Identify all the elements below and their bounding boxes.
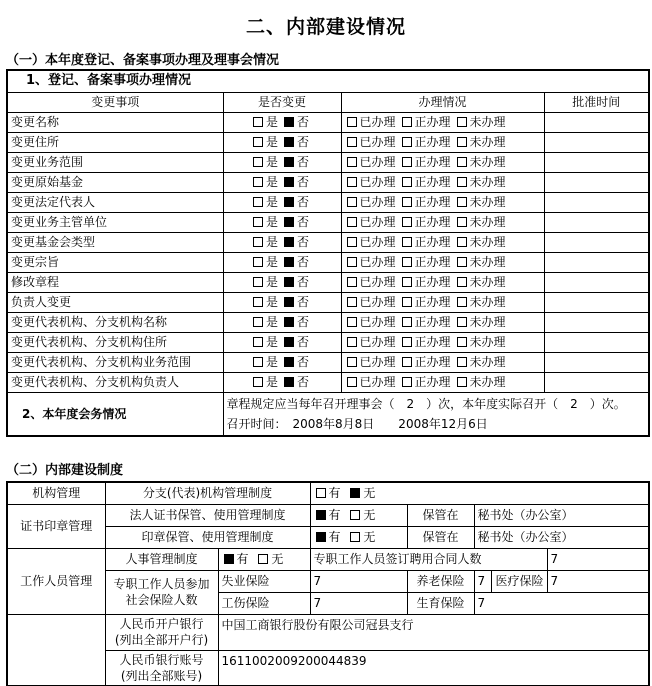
status-option[interactable]: 未办理: [455, 175, 506, 189]
checkbox-icon[interactable]: [402, 277, 412, 287]
change-item: 变更代表机构、分支机构名称: [7, 312, 223, 332]
checkbox-icon[interactable]: [253, 357, 263, 367]
status-option[interactable]: 正办理: [400, 295, 451, 309]
approval-date: [544, 212, 649, 232]
checkbox-icon[interactable]: [284, 157, 294, 167]
org-mgmt-label: 机构管理: [7, 482, 105, 504]
changed-no-option[interactable]: 否: [282, 355, 309, 369]
status-option[interactable]: 正办理: [400, 255, 451, 269]
status-option[interactable]: 未办理: [455, 135, 506, 149]
table-row: [7, 212, 649, 232]
status-option[interactable]: 已办理: [345, 255, 396, 269]
approval-date: [544, 112, 649, 132]
checkbox-icon[interactable]: [258, 554, 268, 564]
checkbox-icon[interactable]: [457, 157, 467, 167]
checkbox-icon[interactable]: [347, 377, 357, 387]
changed-no-option[interactable]: 否: [282, 295, 309, 309]
checkbox-icon[interactable]: [224, 554, 234, 564]
org-mgmt-options: [310, 482, 649, 504]
table-row: [7, 312, 649, 332]
changed-options: [223, 152, 341, 172]
changed-options: [223, 272, 341, 292]
org-mgmt-item: 分支(代表)机构管理制度: [105, 482, 310, 504]
checkbox-icon[interactable]: [347, 137, 357, 147]
change-item: 变更业务主管单位: [7, 212, 223, 232]
hr-yes-option[interactable]: 有: [222, 552, 249, 566]
change-item: 变更名称: [7, 112, 223, 132]
checkbox-icon[interactable]: [402, 177, 412, 187]
changed-yes-option[interactable]: 是: [251, 275, 278, 289]
status-option[interactable]: 正办理: [400, 175, 451, 189]
status-options: [341, 252, 544, 272]
insurance-label: 专职工作人员参加社会保险人数: [105, 570, 218, 614]
checkbox-icon[interactable]: [347, 237, 357, 247]
change-item: 变更代表机构、分支机构负责人: [7, 372, 223, 392]
checkbox-icon[interactable]: [347, 117, 357, 127]
changed-yes-option[interactable]: 是: [251, 255, 278, 269]
checkbox-icon[interactable]: [402, 157, 412, 167]
table-row: [7, 372, 649, 392]
checkbox-icon[interactable]: [402, 377, 412, 387]
checkbox-icon[interactable]: [253, 257, 263, 267]
checkbox-icon[interactable]: [284, 357, 294, 367]
col-header-status: 办理情况: [341, 92, 544, 112]
status-option[interactable]: 未办理: [455, 355, 506, 369]
checkbox-icon[interactable]: [457, 137, 467, 147]
checkbox-icon[interactable]: [284, 257, 294, 267]
status-option[interactable]: 未办理: [455, 235, 506, 249]
change-item: 变更住所: [7, 132, 223, 152]
table-row: [7, 152, 649, 172]
approval-date: [544, 172, 649, 192]
changed-no-option[interactable]: 否: [282, 275, 309, 289]
checkbox-icon[interactable]: [253, 157, 263, 167]
hr-item: 人事管理制度: [105, 548, 218, 570]
status-options: [341, 312, 544, 332]
checkbox-icon[interactable]: [457, 117, 467, 127]
status-option[interactable]: 已办理: [345, 235, 396, 249]
checkbox-icon[interactable]: [402, 357, 412, 367]
section1-heading: （一）本年度登记、备案事项办理及理事会情况: [6, 53, 280, 68]
org-no-option[interactable]: 无: [348, 486, 375, 500]
approval-date: [544, 192, 649, 212]
changed-options: [223, 192, 341, 212]
col-header-item: 变更事项: [7, 92, 223, 112]
seal-item-1: 法人证书保管、使用管理制度: [105, 504, 310, 526]
checkbox-icon[interactable]: [457, 277, 467, 287]
changed-no-option[interactable]: 否: [282, 255, 309, 269]
page-title: 二、内部建设情况: [245, 16, 406, 38]
checkbox-icon[interactable]: [347, 177, 357, 187]
changed-options: [223, 252, 341, 272]
changed-yes-option[interactable]: 是: [251, 295, 278, 309]
insurance-pair-1: [474, 570, 547, 592]
checkbox-icon[interactable]: [347, 317, 357, 327]
checkbox-icon[interactable]: [402, 117, 412, 127]
status-options: [341, 112, 544, 132]
changed-no-option[interactable]: 否: [282, 155, 309, 169]
table-row: [7, 132, 649, 152]
status-option[interactable]: 已办理: [345, 275, 396, 289]
status-option[interactable]: 正办理: [400, 355, 451, 369]
checkbox-icon[interactable]: [402, 217, 412, 227]
approval-date: [544, 232, 649, 252]
status-options: [341, 152, 544, 172]
checkbox-icon[interactable]: [284, 377, 294, 387]
status-option[interactable]: 未办理: [455, 195, 506, 209]
checkbox-icon[interactable]: [402, 137, 412, 147]
insurance-name-4: 生育保险: [407, 592, 474, 614]
checkbox-icon[interactable]: [284, 337, 294, 347]
seal1-yes-option[interactable]: 有: [314, 508, 341, 522]
checkbox-icon[interactable]: [253, 137, 263, 147]
insurance-name-2: 医疗保险: [495, 573, 544, 588]
status-options: [341, 352, 544, 372]
seal2-yes-option[interactable]: 有: [314, 530, 341, 544]
table-row: [7, 172, 649, 192]
checkbox-icon[interactable]: [284, 277, 294, 287]
checkbox-icon[interactable]: [347, 357, 357, 367]
checkbox-icon[interactable]: [253, 197, 263, 207]
status-options: [341, 232, 544, 252]
status-option[interactable]: 正办理: [400, 155, 451, 169]
changed-no-option[interactable]: 否: [282, 335, 309, 349]
status-options: [341, 332, 544, 352]
keeper-value-2: 秘书处（办公室）: [474, 526, 649, 548]
col-header-date: 批准时间: [544, 92, 649, 112]
change-item: 变更代表机构、分支机构业务范围: [7, 352, 223, 372]
table-row: [7, 272, 649, 292]
change-item: 变更代表机构、分支机构住所: [7, 332, 223, 352]
changed-yes-option[interactable]: 是: [251, 115, 278, 129]
bank-blank-left-1: [7, 614, 105, 650]
approval-date: [544, 292, 649, 312]
status-option[interactable]: 正办理: [400, 195, 451, 209]
checkbox-icon[interactable]: [457, 297, 467, 307]
status-option[interactable]: 正办理: [400, 375, 451, 389]
insurance-name-0: 失业保险: [218, 570, 310, 592]
changed-yes-option[interactable]: 是: [251, 235, 278, 249]
status-option[interactable]: 已办理: [345, 135, 396, 149]
approval-date: [544, 252, 649, 272]
changed-no-option[interactable]: 否: [282, 315, 309, 329]
changed-yes-option[interactable]: 是: [251, 335, 278, 349]
changed-yes-option[interactable]: 是: [251, 355, 278, 369]
changed-yes-option[interactable]: 是: [251, 135, 278, 149]
checkbox-icon[interactable]: [253, 317, 263, 327]
checkbox-icon[interactable]: [284, 237, 294, 247]
changed-options: [223, 132, 341, 152]
status-option[interactable]: 正办理: [400, 135, 451, 149]
checkbox-icon[interactable]: [253, 297, 263, 307]
checkbox-icon[interactable]: [402, 317, 412, 327]
table-row: [7, 292, 649, 312]
account-value: 1611002009200044839: [218, 650, 649, 686]
checkbox-icon[interactable]: [347, 157, 357, 167]
checkbox-icon[interactable]: [253, 377, 263, 387]
table-row: [7, 192, 649, 212]
checkbox-icon[interactable]: [457, 317, 467, 327]
status-option[interactable]: 正办理: [400, 115, 451, 129]
changed-yes-option[interactable]: 是: [251, 215, 278, 229]
seal-mgmt-label: 证书印章管理: [7, 504, 105, 548]
checkbox-icon[interactable]: [253, 117, 263, 127]
checkbox-icon[interactable]: [402, 237, 412, 247]
checkbox-icon[interactable]: [316, 510, 326, 520]
status-option[interactable]: 未办理: [455, 215, 506, 229]
insurance-count-0: 7: [310, 570, 407, 592]
status-option[interactable]: 未办理: [455, 295, 506, 309]
bank-value: 中国工商银行股份有限公司冠县支行: [218, 614, 649, 650]
status-options: [341, 292, 544, 312]
changed-options: [223, 312, 341, 332]
checkbox-icon[interactable]: [347, 197, 357, 207]
status-option[interactable]: 已办理: [345, 115, 396, 129]
status-option[interactable]: 已办理: [345, 195, 396, 209]
checkbox-icon[interactable]: [284, 317, 294, 327]
changed-no-option[interactable]: 否: [282, 175, 309, 189]
checkbox-icon[interactable]: [402, 337, 412, 347]
status-option[interactable]: 未办理: [455, 335, 506, 349]
internal-system-table: [6, 481, 650, 686]
checkbox-icon[interactable]: [284, 197, 294, 207]
status-option[interactable]: 正办理: [400, 315, 451, 329]
table-row: [7, 232, 649, 252]
status-options: [341, 272, 544, 292]
insurance-count-4: 7: [474, 592, 649, 614]
insurance-count-1: 7: [475, 571, 493, 592]
changed-yes-option[interactable]: 是: [251, 175, 278, 189]
checkbox-icon[interactable]: [350, 532, 360, 542]
table-row: [7, 352, 649, 372]
keeper-label-2: 保管在: [407, 526, 474, 548]
bank-label: 人民币开户银行 (列出全部开户行): [105, 614, 218, 650]
changed-options: [223, 212, 341, 232]
checkbox-icon[interactable]: [457, 377, 467, 387]
insurance-name-1: 养老保险: [407, 570, 474, 592]
change-item: 变更原始基金: [7, 172, 223, 192]
checkbox-icon[interactable]: [253, 277, 263, 287]
changed-options: [223, 112, 341, 132]
changed-yes-option[interactable]: 是: [251, 155, 278, 169]
seal-item-2: 印章保管、使用管理制度: [105, 526, 310, 548]
checkbox-icon[interactable]: [457, 357, 467, 367]
status-options: [341, 212, 544, 232]
org-yes-option[interactable]: 有: [314, 486, 341, 500]
seal1-no-option[interactable]: 无: [348, 508, 375, 522]
checkbox-icon[interactable]: [253, 237, 263, 247]
staff-mgmt-label: 工作人员管理: [7, 548, 105, 614]
changed-no-option[interactable]: 否: [282, 135, 309, 149]
meeting-line1: 章程规定应当每年召开理事会（ 2 ）次，本年度实际召开（ 2 ）次。: [226, 396, 626, 411]
checkbox-icon[interactable]: [253, 337, 263, 347]
checkbox-icon[interactable]: [457, 337, 467, 347]
checkbox-icon[interactable]: [350, 488, 360, 498]
meeting-line2: 召开时间： 2008年8月8日 2008年12月6日: [226, 416, 488, 431]
checkbox-icon[interactable]: [253, 217, 263, 227]
checkbox-icon[interactable]: [457, 257, 467, 267]
changed-options: [223, 292, 341, 312]
keeper-value-1: 秘书处（办公室）: [474, 504, 649, 526]
checkbox-icon[interactable]: [402, 197, 412, 207]
contract-count: 7: [547, 548, 649, 570]
status-option[interactable]: 已办理: [345, 355, 396, 369]
status-option[interactable]: 已办理: [345, 155, 396, 169]
status-option[interactable]: 未办理: [455, 375, 506, 389]
checkbox-icon[interactable]: [350, 510, 360, 520]
checkbox-icon[interactable]: [402, 257, 412, 267]
checkbox-icon[interactable]: [457, 197, 467, 207]
status-option[interactable]: 正办理: [400, 215, 451, 229]
status-options: [341, 132, 544, 152]
checkbox-icon[interactable]: [284, 137, 294, 147]
insurance-count-3: 7: [310, 592, 407, 614]
status-option[interactable]: 正办理: [400, 235, 451, 249]
hr-options: [218, 548, 310, 570]
changed-options: [223, 372, 341, 392]
checkbox-icon[interactable]: [347, 337, 357, 347]
sub2-title: 2、本年度会务情况: [7, 392, 223, 436]
changed-options: [223, 172, 341, 192]
changed-no-option[interactable]: 否: [282, 375, 309, 389]
checkbox-icon[interactable]: [347, 297, 357, 307]
status-option[interactable]: 正办理: [400, 335, 451, 349]
col-header-changed: 是否变更: [223, 92, 341, 112]
status-option[interactable]: 未办理: [455, 315, 506, 329]
status-option[interactable]: 未办理: [455, 115, 506, 129]
contract-label: 专职工作人员签订聘用合同人数: [310, 548, 547, 570]
checkbox-icon[interactable]: [284, 217, 294, 227]
changed-options: [223, 332, 341, 352]
bank-blank-left-2: [7, 650, 105, 686]
approval-date: [544, 332, 649, 352]
approval-date: [544, 272, 649, 292]
table-row: [7, 332, 649, 352]
changed-options: [223, 352, 341, 372]
status-option[interactable]: 已办理: [345, 175, 396, 189]
status-option[interactable]: 已办理: [345, 375, 396, 389]
status-option[interactable]: 未办理: [455, 155, 506, 169]
section2-heading: （二）内部建设制度: [6, 463, 124, 478]
checkbox-icon[interactable]: [316, 488, 326, 498]
approval-date: [544, 132, 649, 152]
checkbox-icon[interactable]: [347, 277, 357, 287]
approval-date: [544, 352, 649, 372]
changed-no-option[interactable]: 否: [282, 115, 309, 129]
change-item: 变更基金会类型: [7, 232, 223, 252]
changed-options: [223, 232, 341, 252]
status-option[interactable]: 已办理: [345, 315, 396, 329]
checkbox-icon[interactable]: [253, 177, 263, 187]
hr-no-option[interactable]: 无: [256, 552, 283, 566]
checkbox-icon[interactable]: [284, 177, 294, 187]
keeper-label-1: 保管在: [407, 504, 474, 526]
insurance-count-2: 7: [547, 570, 649, 592]
table-row: [7, 112, 649, 132]
change-item: 负责人变更: [7, 292, 223, 312]
status-option[interactable]: 正办理: [400, 275, 451, 289]
seal-options-2: [310, 526, 407, 548]
seal2-no-option[interactable]: 无: [348, 530, 375, 544]
checkbox-icon[interactable]: [347, 257, 357, 267]
change-item: 变更宗旨: [7, 252, 223, 272]
checkbox-icon[interactable]: [457, 177, 467, 187]
meeting-info: [223, 392, 649, 436]
sub1-title: 1、登记、备案事项办理情况: [7, 70, 649, 92]
status-option[interactable]: 已办理: [345, 215, 396, 229]
change-item: 变更法定代表人: [7, 192, 223, 212]
changed-no-option[interactable]: 否: [282, 235, 309, 249]
checkbox-icon[interactable]: [402, 297, 412, 307]
account-label: 人民币银行账号 (列出全部账号): [105, 650, 218, 686]
changed-yes-option[interactable]: 是: [251, 375, 278, 389]
checkbox-icon[interactable]: [284, 297, 294, 307]
approval-date: [544, 372, 649, 392]
changed-yes-option[interactable]: 是: [251, 315, 278, 329]
registration-table: [6, 69, 650, 437]
insurance-name-3: 工伤保险: [218, 592, 310, 614]
status-option[interactable]: 未办理: [455, 255, 506, 269]
changed-no-option[interactable]: 否: [282, 215, 309, 229]
table-row: [7, 252, 649, 272]
status-options: [341, 192, 544, 212]
status-option[interactable]: 已办理: [345, 335, 396, 349]
checkbox-icon[interactable]: [347, 217, 357, 227]
changed-yes-option[interactable]: 是: [251, 195, 278, 209]
approval-date: [544, 312, 649, 332]
checkbox-icon[interactable]: [316, 532, 326, 542]
status-option[interactable]: 已办理: [345, 295, 396, 309]
checkbox-icon[interactable]: [457, 217, 467, 227]
change-item: 变更业务范围: [7, 152, 223, 172]
seal-options-1: [310, 504, 407, 526]
status-option[interactable]: 未办理: [455, 275, 506, 289]
checkbox-icon[interactable]: [284, 117, 294, 127]
checkbox-icon[interactable]: [457, 237, 467, 247]
approval-date: [544, 152, 649, 172]
status-options: [341, 172, 544, 192]
changed-no-option[interactable]: 否: [282, 195, 309, 209]
status-options: [341, 372, 544, 392]
change-item: 修改章程: [7, 272, 223, 292]
